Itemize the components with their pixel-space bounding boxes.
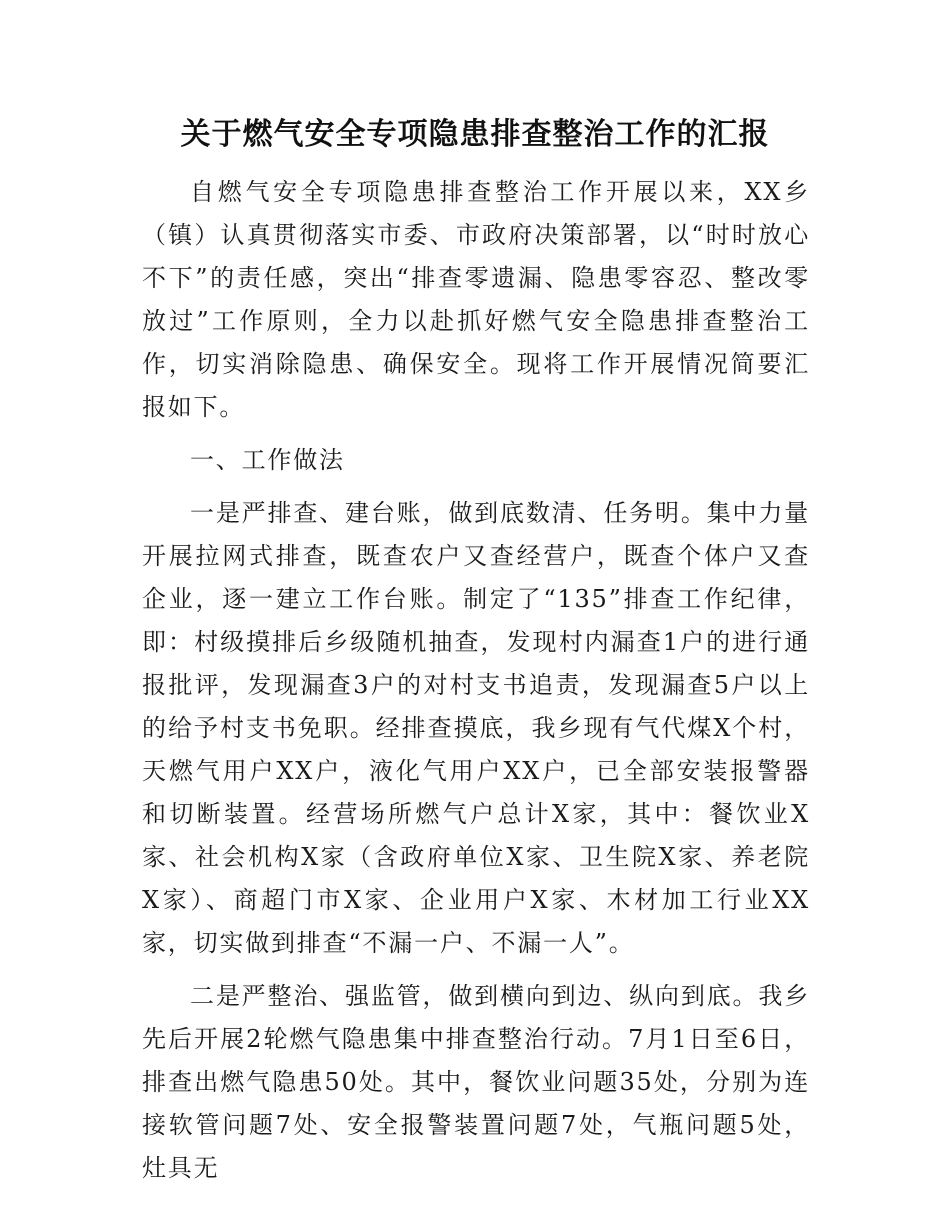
intro-paragraph: 自燃气安全专项隐患排查整治工作开展以来，XX乡（镇）认真贯彻落实市委、市政府决策部署，以“时时放心不下”的责任感，突出“排查零遗漏、隐患零容忍、整改零放过”工作原则，全力以赴抓好燃气安全隐患排查整治工作，切实消除隐患、确保安全。现将工作开展情况简要汇报如下。 bbox=[142, 178, 810, 421]
paragraph-investigation: 一是严排查、建台账，做到底数清、任务明。集中力量开展拉网式排查，既查农户又查经营户，既查个体户又查企业，逐一建立工作台账。制定了“135”排查工作纪律，即：村级摸排后乡级随机抽查，发现村内漏查1户的进行通报批评，发现漏查3户的对村支书追责，发现漏查5户以上的给予村支书免职。经排查摸底，我乡现有气代煤X个村，天燃气用户XX户，液化气用户XX户，已全部安装报警器和切断装置。经营场所燃气户总计X家，其中：餐饮业X家、社会机构X家（含政府单位X家、卫生院X家、养老院X家）、商超门市X家、企业用户X家、木材加工行业XX家，切实做到排查“不漏一户、不漏一人”。 bbox=[142, 499, 810, 957]
document-title: 关于燃气安全专项隐患排查整治工作的汇报 bbox=[180, 117, 770, 152]
paragraph-rectification: 二是严整治、强监管，做到横向到边、纵向到底。我乡先后开展2轮燃气隐患集中排查整治行动。7月1日至6日，排查出燃气隐患50处。其中，餐饮业问题35处，分别为连接软管问题7处、安全报警装置问题7处，气瓶问题5处，灶具无 bbox=[142, 982, 810, 1182]
document-body bbox=[142, 171, 810, 1190]
section-heading-work-methods: 一、工作做法 bbox=[190, 446, 345, 474]
